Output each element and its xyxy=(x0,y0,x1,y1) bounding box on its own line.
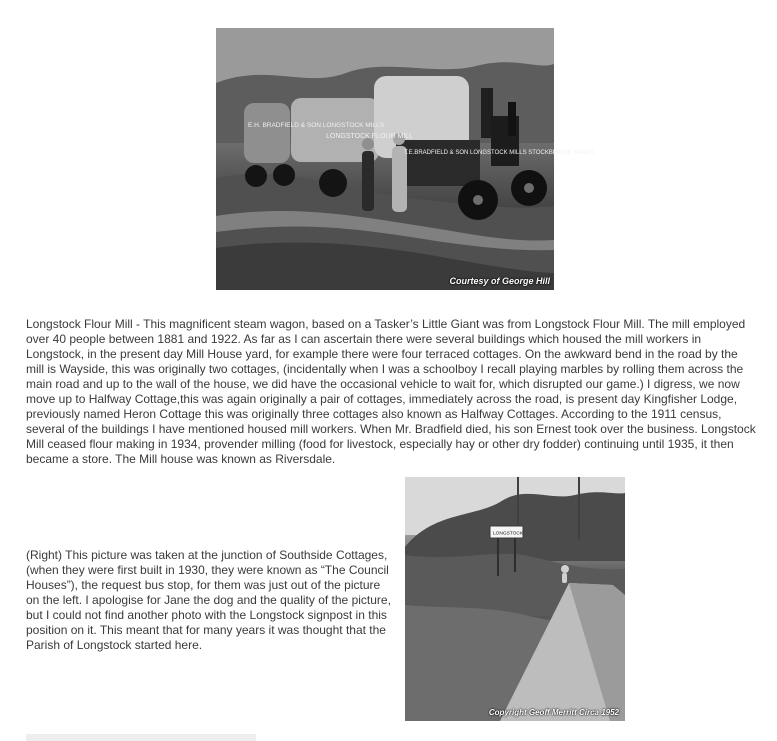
photo-credit: Courtesy of George Hill xyxy=(449,276,550,286)
canvas-right-text: LONGSTOCK FLOUR MILL xyxy=(326,133,414,140)
mill-paragraph: Longstock Flour Mill - This magnificent steam wagon, based on a Tasker’s Little Giant was from Longstock Flour Mill. The mill employed over 40 people between 1881 and 1922. As far as I can ascertain there were several buildings which housed the mill workers in Longstock, in the present day Mill House yard, for example there were four terraced cottages. On the awkward bend in the road by the mill is Wayside, this was originally two cottages, (incidentally when I was a schoolboy I recall playing marbles by rolling them across the main road and up to the wall of the house, we did have the occasional vehicle to wait for, which disrupted our game.) I digress, we now move up to Halfway Cottage,this was again originally a pair of cottages, immediately across the road, is present day Kingfisher Lodge, previously named Heron Cottage this was originally three cottages also known as Halfway Cottages. According to the 1911 census, several of the buildings I have mentioned housed mill workers. When Mr. Bradfield died, his son Ernest took over the business. Longstock Mill ceased flour making in 1934, provender milling (food for livestock, especially hay or other dry fodder) continuing until 1935, it then became a store. The Mill house was known as Riversdale. xyxy=(26,317,756,466)
sign-text: LONGSTOCK xyxy=(493,531,524,537)
steam-wagon-illustration xyxy=(216,28,594,290)
steam-wagon-photo xyxy=(216,28,594,290)
footer-bar xyxy=(26,734,256,741)
truck-plate-text: T.E.BRADFIELD & SON LONGSTOCK MILLS STOCKBRIDGE HANTS xyxy=(404,150,594,156)
photo-credit-2: Copyright Geoff Merritt Circa 1952 xyxy=(488,708,619,717)
signpost-photo xyxy=(405,477,625,721)
signpost-paragraph: (Right) This picture was taken at the junction of Southside Cottages, (when they were first built in 1930, they were known as “The Council Houses”), the request bus stop, for them was just out of the picture on the left. I apologise for Jane the dog and the quality of the picture, but I could not find another photo with the Longstock signpost in this position on it. This meant that for many years it was thought that the Parish of Longstock started here. xyxy=(26,548,391,652)
signpost-illustration xyxy=(405,477,625,721)
canvas-left-text: E.H. BRADFIELD & SON LONGSTOCK MILLS xyxy=(248,122,385,129)
